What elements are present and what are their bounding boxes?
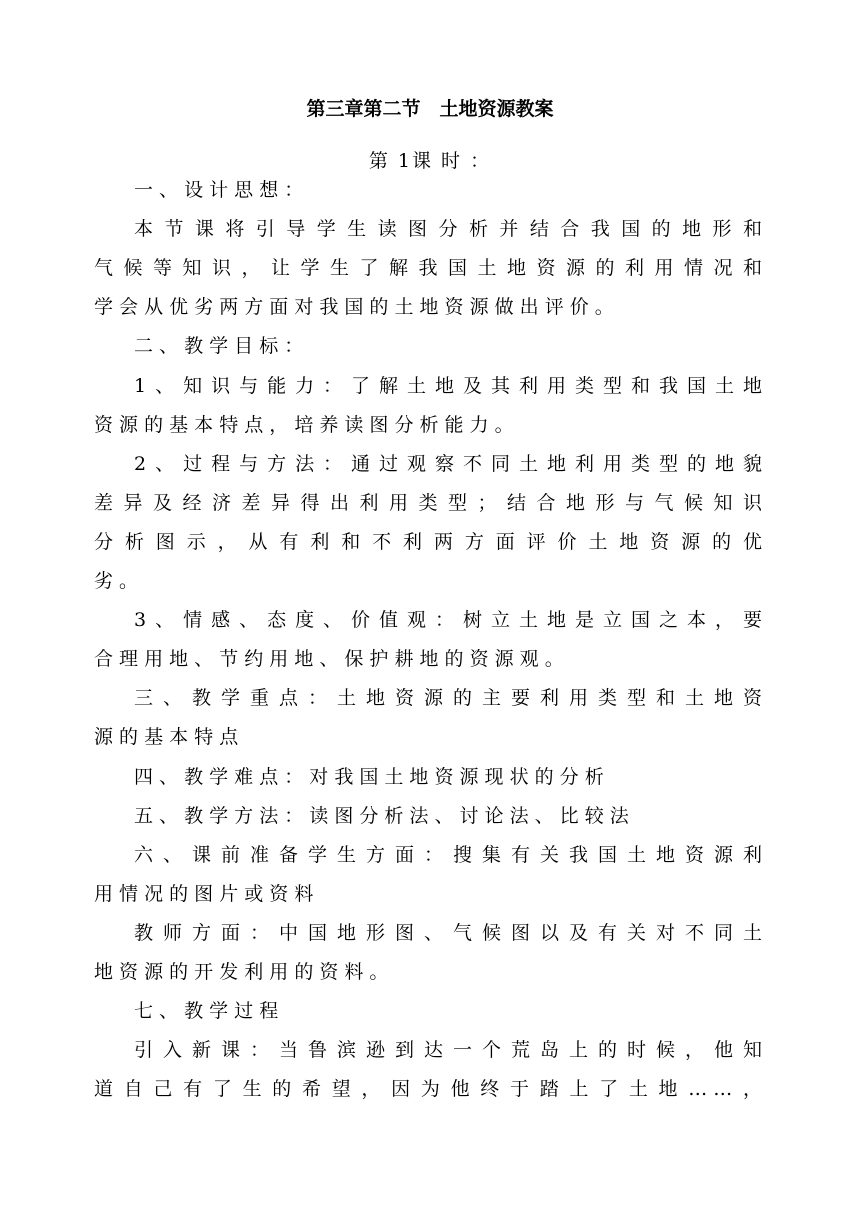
body-line: 六、课前准备学生方面：搜集有关我国土地资源利 — [134, 844, 768, 866]
body-line: 1、知识与能力：了解土地及其利用类型和我国土地 — [134, 375, 768, 397]
body-line: 差异及经济差异得出利用类型；结合地形与气候知识 — [94, 492, 768, 514]
body-line: 五 、 教 学 方 法 ： 读 图 分 析 法 、 讨 论 法 、 比 较 法 — [134, 805, 629, 827]
body-line: 本节课将引导学生读图分析并结合我国的地形和 — [134, 218, 768, 240]
body-line: 三、教学重点：土地资源的主要利用类型和土地资 — [134, 687, 768, 709]
body-line: 七 、 教 学 过 程 — [134, 1000, 279, 1022]
body-line: 地 资 源 的 开 发 利 用 的 资 料 。 — [94, 961, 389, 983]
document-title: 第三章第二节 土地资源教案 — [306, 98, 554, 120]
body-line: 四 、 教 学 难 点 ： 对 我 国 土 地 资 源 现 状 的 分 析 — [134, 766, 604, 788]
lesson-heading: 第 1课 时 ： — [368, 150, 492, 172]
body-line: 源 的 基 本 特 点 — [94, 726, 239, 748]
body-line: 教师方面：中国地形图、气候图以及有关对不同土 — [134, 922, 768, 944]
body-line: 2、过程与方法：通过观察不同土地利用类型的地貌 — [134, 453, 768, 475]
body-line: 用 情 况 的 图 片 或 资 料 — [94, 883, 314, 905]
body-line: 资 源 的 基 本 特 点 ， 培 养 读 图 分 析 能 力 。 — [94, 414, 514, 436]
body-line: 二 、 教 学 目 标 ： — [134, 335, 304, 357]
body-line: 一 、 设 计 思 想 ： — [134, 179, 304, 201]
body-line: 分析图示，从有利和不利两方面评价土地资源的优 — [94, 531, 768, 553]
body-line: 气候等知识，让学生了解我国土地资源的利用情况和 — [94, 257, 768, 279]
body-line: 引入新课：当鲁滨逊到达一个荒岛上的时候，他知 — [134, 1039, 768, 1061]
body-line: 合 理 用 地 、 节 约 用 地 、 保 护 耕 地 的 资 源 观 。 — [94, 648, 564, 670]
body-line: 道自己有了生的希望，因为他终于踏上了土地……， — [94, 1078, 768, 1100]
body-line: 3、情感、态度、价值观：树立土地是立国之本，要 — [134, 609, 768, 631]
body-line: 劣 。 — [94, 570, 139, 592]
body-line: 学 会 从 优 劣 两 方 面 对 我 国 的 土 地 资 源 做 出 评 价 。 — [94, 296, 614, 318]
